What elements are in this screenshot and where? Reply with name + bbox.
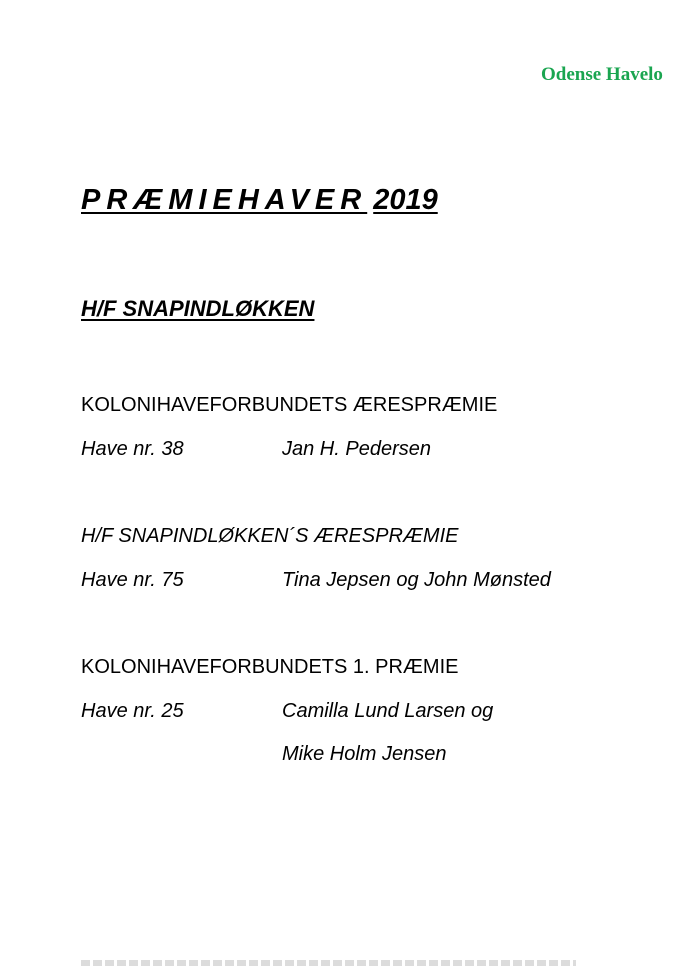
winner-name: Tina Jepsen og John Mønsted [282, 569, 551, 591]
garden-number: Have nr. 38 [81, 438, 184, 460]
page-title-year: 2019 [373, 184, 438, 216]
page-title-text: PRÆMIEHAVER [81, 184, 368, 216]
organization-header: Odense Havelo [541, 64, 663, 85]
prize-title: KOLONIHAVEFORBUNDETS 1. PRÆMIE [81, 656, 459, 678]
prize-title: KOLONIHAVEFORBUNDETS ÆRESPRÆMIE [81, 394, 498, 416]
winner-name: Jan H. Pedersen [282, 438, 431, 460]
prize-title: H/F SNAPINDLØKKEN´S ÆRESPRÆMIE [81, 525, 459, 547]
winner-name-continued: Mike Holm Jensen [282, 743, 447, 765]
garden-number: Have nr. 75 [81, 569, 184, 591]
winner-name: Camilla Lund Larsen og [282, 700, 494, 722]
garden-number: Have nr. 25 [81, 700, 184, 722]
cut-off-text-line [81, 960, 576, 966]
page-title [81, 184, 438, 217]
association-title: H/F SNAPINDLØKKEN [81, 296, 315, 321]
